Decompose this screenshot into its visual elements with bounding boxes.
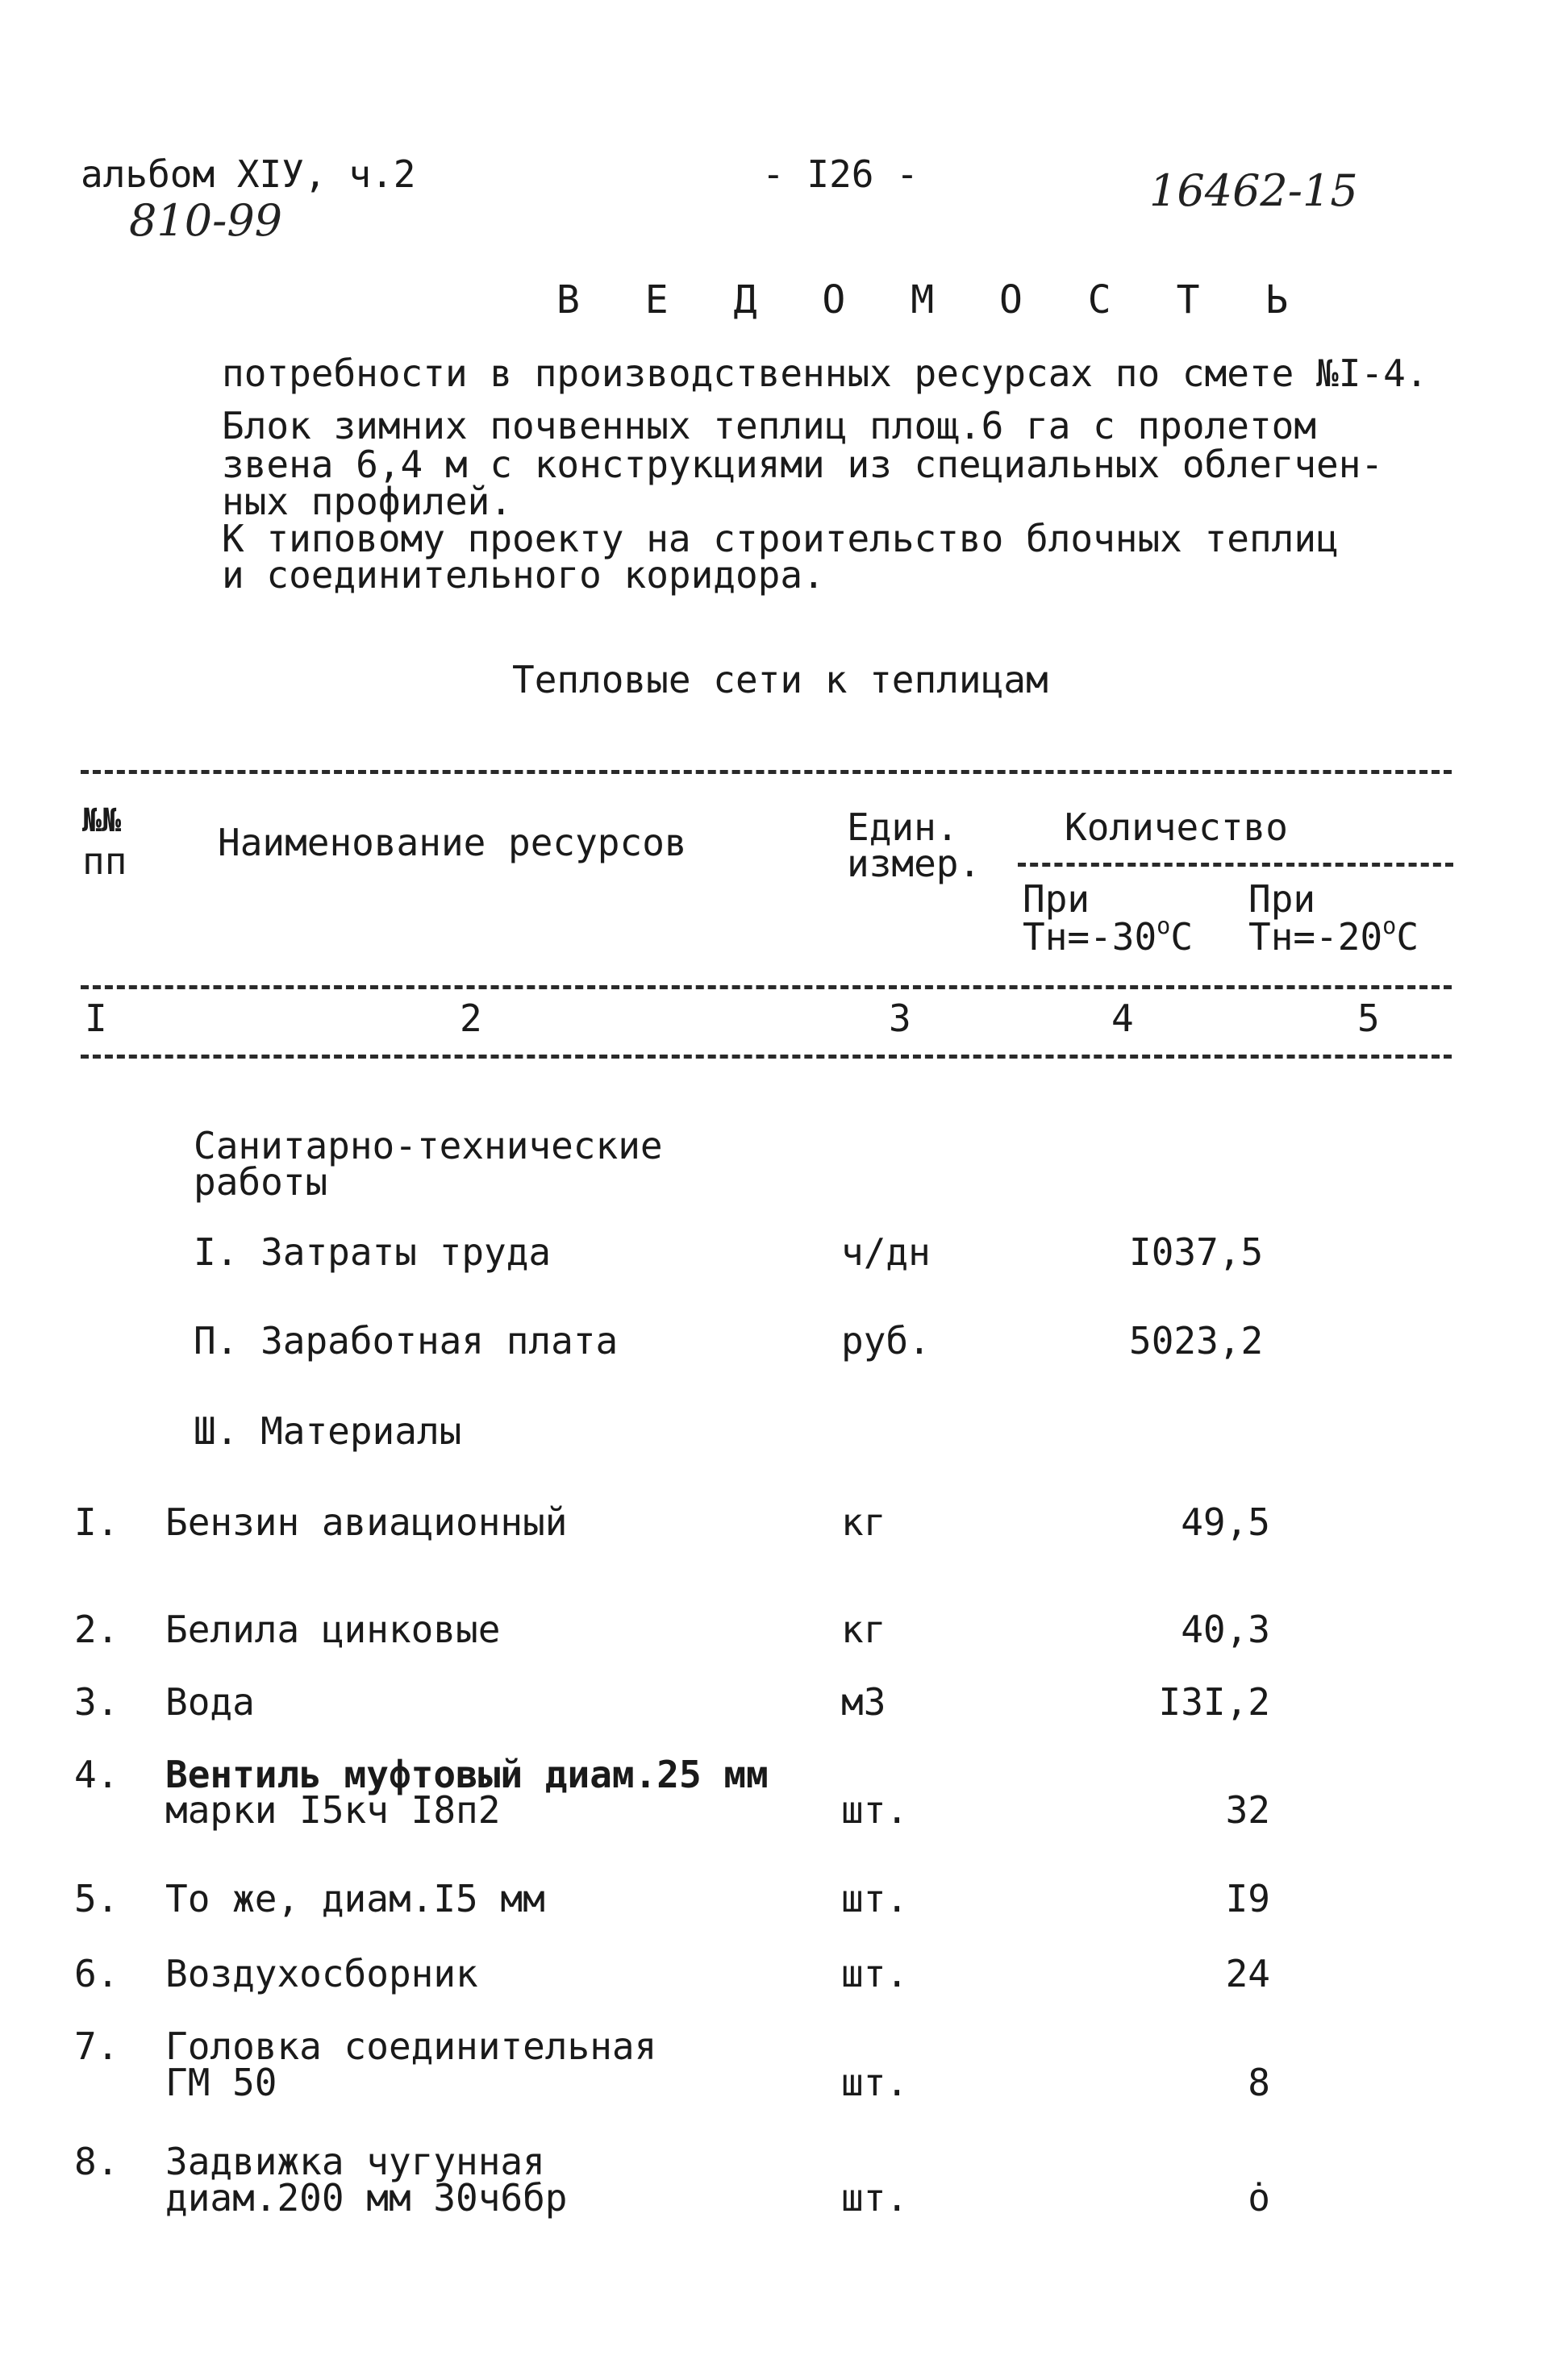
row-name-line2: диам.200 мм 30ч6бр — [165, 2176, 568, 2220]
row-unit: шт. — [841, 2176, 909, 2220]
row-unit: кг — [841, 1608, 886, 1651]
row-unit: шт. — [841, 1952, 909, 1995]
row-name: Задвижка чугунная — [165, 2140, 545, 2183]
header-num-line1: №№ — [82, 802, 122, 839]
row-unit: шт. — [841, 1788, 909, 1832]
column-numbers-bottom-rule — [81, 1055, 1452, 1059]
intro-line-1: потребности в производственных ресурсах по смете №I-4. — [222, 352, 1428, 395]
table-top-rule — [81, 770, 1452, 774]
row-unit: кг — [841, 1500, 886, 1544]
column-number-4: 4 — [1111, 997, 1134, 1040]
header-col5-line1: При — [1248, 877, 1316, 921]
row-num: 3. — [74, 1680, 119, 1724]
header-num-line2: пп — [82, 839, 127, 883]
row-name: Бензин авиационный — [165, 1500, 568, 1544]
table-subtitle: Тепловые сети к теплицам — [512, 658, 1048, 701]
row-num: 4. — [74, 1753, 119, 1796]
header-col4-line1: При — [1023, 877, 1090, 921]
header-col4-line2: $Тн=-30^оС$ — [1023, 913, 1194, 959]
summary-unit-wages: руб. — [841, 1319, 931, 1363]
row-qty: 32 — [1225, 1788, 1270, 1832]
header-quantity: Количество — [1065, 805, 1288, 849]
album-handwritten-note: 810-99 — [129, 195, 283, 246]
intro-line-2: Блок зимних почвенных теплиц площ.6 га с пролетом — [222, 404, 1317, 447]
quantity-subheader-rule — [1018, 863, 1453, 867]
album-label: альбом XIУ, ч.2 — [81, 152, 416, 196]
page-number: - I26 - — [762, 152, 919, 196]
row-num: 7. — [74, 2024, 119, 2068]
row-qty: 40,3 — [1181, 1608, 1270, 1651]
row-name-line2: марки I5кч I8п2 — [165, 1788, 501, 1832]
summary-unit-labor: ч/дн — [841, 1230, 931, 1274]
row-unit: шт. — [841, 2061, 909, 2104]
header-col5-line2: $Тн=-20^оС$ — [1248, 913, 1419, 959]
header-unit-line1: Един. — [847, 805, 959, 849]
row-name: То же, диам.I5 мм — [165, 1877, 545, 1920]
document-title: В Е Д О М О С Т Ь — [556, 277, 1310, 322]
row-qty: I3I,2 — [1158, 1680, 1270, 1724]
row-name: Белила цинковые — [165, 1608, 501, 1651]
row-qty: 49,5 — [1181, 1500, 1270, 1544]
row-name: Вода — [165, 1680, 255, 1724]
column-number-2: 2 — [460, 997, 482, 1040]
summary-label-labor: I. Затраты труда — [194, 1230, 552, 1274]
section-heading-line2: работы — [194, 1160, 328, 1204]
document-code-handwritten: 16462-15 — [1149, 165, 1358, 216]
column-number-3: 3 — [889, 997, 911, 1040]
summary-label-wages: П. Заработная плата — [194, 1319, 619, 1363]
section-heading-line1: Санитарно-технические — [194, 1124, 663, 1167]
row-num: 8. — [74, 2140, 119, 2183]
column-number-5: 5 — [1357, 997, 1380, 1040]
row-name: Вентиль муфтовый диам.25 мм — [165, 1753, 769, 1796]
header-name: Наименование ресурсов — [218, 821, 687, 864]
intro-line-5: К типовому проекту на строительство блочных теплиц — [222, 517, 1339, 560]
row-qty: 24 — [1225, 1952, 1270, 1995]
summary-qty-labor: I037,5 — [1129, 1230, 1264, 1274]
row-name-line2: ГМ 50 — [165, 2061, 277, 2104]
column-numbers-top-rule — [81, 985, 1452, 989]
row-name: Головка соединительная — [165, 2024, 657, 2068]
row-num: I. — [74, 1500, 119, 1544]
intro-line-3: звена 6,4 м с конструкциями из специальных облегчен- — [222, 443, 1384, 486]
row-qty: ȯ — [1248, 2176, 1270, 2220]
row-qty: I9 — [1225, 1877, 1270, 1920]
row-qty: 8 — [1248, 2061, 1270, 2104]
column-number-1: I — [85, 997, 107, 1040]
intro-line-4: ных профилей. — [222, 480, 513, 523]
header-unit-line2: измер. — [847, 842, 981, 885]
row-unit: шт. — [841, 1877, 909, 1920]
materials-heading: Ш. Материалы — [194, 1409, 462, 1453]
intro-line-6: и соединительного коридора. — [222, 553, 825, 597]
row-num: 2. — [74, 1608, 119, 1651]
row-unit: м3 — [841, 1680, 886, 1724]
summary-qty-wages: 5023,2 — [1129, 1319, 1264, 1363]
row-name: Воздухосборник — [165, 1952, 478, 1995]
row-num: 5. — [74, 1877, 119, 1920]
row-num: 6. — [74, 1952, 119, 1995]
